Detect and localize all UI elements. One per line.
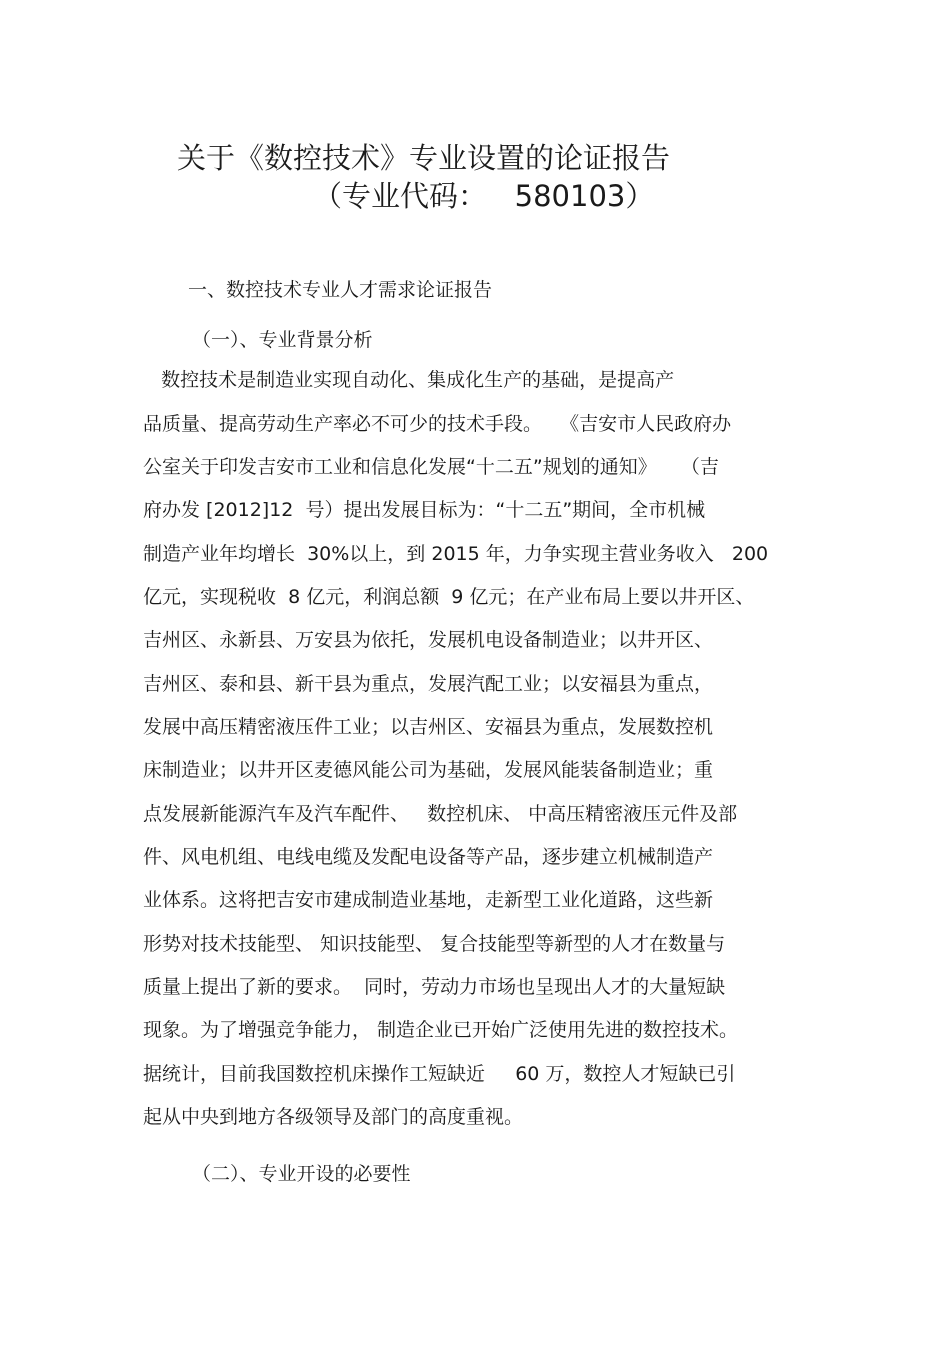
paragraph-line: 形势对技术技能型、 知识技能型、 复合技能型等新型的人才在数量与 [143, 933, 726, 955]
paragraph-line: 件、风电机组、电线电缆及发配电设备等产品，逐步建立机械制造产 [143, 846, 714, 868]
paragraph-line: 业体系。这将把吉安市建成制造业基地，走新型工业化道路，这些新 [143, 889, 714, 911]
paragraph-line: 点发展新能源汽车及汽车配件、 数控机床、 中高压精密液压元件及部 [143, 803, 738, 825]
paragraph-line: 数控技术是制造业实现自动化、集成化生产的基础，是提高产 [143, 369, 675, 391]
paragraph-line: 品质量、提高劳动生产率必不可少的技术手段。 《吉安市人民政府办 [143, 413, 732, 435]
document-title: 关于《数控技术》专业设置的论证报告 [177, 141, 671, 175]
paragraph-line: 亿元，实现税收 8 亿元，利润总额 9 亿元；在产业布局上要以井开区、 [143, 586, 755, 608]
paragraph-line: 床制造业；以井开区麦德风能公司为基础，发展风能装备制造业；重 [143, 759, 714, 781]
subsection-heading-necessity: （二）、专业开设的必要性 [192, 1163, 411, 1185]
paragraph-line: 吉州区、永新县、万安县为依托，发展机电设备制造业；以井开区、 [143, 629, 714, 651]
paragraph-line: 发展中高压精密液压件工业；以吉州区、安福县为重点，发展数控机 [143, 716, 714, 738]
paragraph-line: 现象。为了增强竞争能力， 制造企业已开始广泛使用先进的数控技术。 [143, 1019, 739, 1041]
paragraph-line: 据统计，目前我国数控机床操作工短缺近 60 万，数控人才短缺已引 [143, 1063, 736, 1085]
paragraph-line: 公室关于印发吉安市工业和信息化发展“十二五”规划的通知》 （吉 [143, 456, 719, 478]
subsection-heading-background: （一）、专业背景分析 [192, 329, 373, 351]
paragraph-line: 制造产业年均增长 30%以上，到 2015 年，力争实现主营业务收入 200 [143, 543, 769, 565]
paragraph-line: 府办发 [2012]12 号）提出发展目标为：“十二五”期间，全市机械 [143, 499, 706, 521]
paragraph-line: 起从中央到地方各级领导及部门的高度重视。 [143, 1106, 524, 1128]
document-subtitle-code: （专业代码： 580103） [313, 179, 655, 213]
paragraph-line: 吉州区、泰和县、新干县为重点，发展汽配工业；以安福县为重点， [143, 673, 714, 695]
paragraph-line: 质量上提出了新的要求。 同时，劳动力市场也呈现出人才的大量短缺 [143, 976, 726, 998]
section-heading-1: 一、数控技术专业人才需求论证报告 [188, 279, 493, 301]
